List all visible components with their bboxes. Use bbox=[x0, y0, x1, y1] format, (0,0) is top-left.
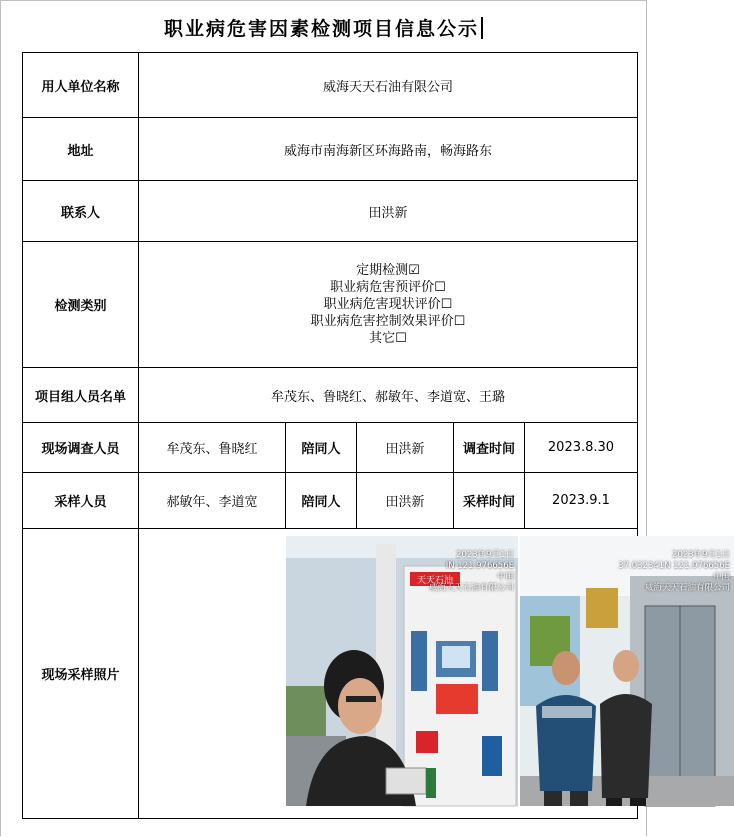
info-table bbox=[22, 52, 730, 819]
sampling-time-label: 采样时间 bbox=[454, 473, 525, 529]
photos-label: 现场采样照片 bbox=[23, 529, 139, 819]
detection-type-label: 检测类别 bbox=[23, 242, 139, 368]
photos-cell bbox=[139, 529, 730, 819]
detection-type-options bbox=[139, 242, 638, 368]
sampling-time: 2023.9.1 bbox=[525, 473, 638, 529]
sampling-escort-label: 陪同人 bbox=[286, 473, 357, 529]
row-contact bbox=[23, 181, 638, 242]
survey-time-label: 调查时间 bbox=[454, 423, 525, 473]
survey-escort: 田洪新 bbox=[357, 423, 454, 473]
employer-value: 威海天天石油有限公司 bbox=[139, 53, 638, 118]
team-value: 牟茂东、鲁晓红、郝敏年、李道宽、王璐 bbox=[139, 368, 638, 423]
sampling-label: 采样人员 bbox=[23, 473, 139, 529]
photo1-stamp-company: 威海天天石油有限公司 bbox=[428, 583, 514, 593]
contact-value: 田洪新 bbox=[139, 181, 638, 242]
option-other: 其它☐ bbox=[369, 331, 407, 346]
option-pre-evaluation: 职业病危害预评价☐ bbox=[330, 280, 446, 295]
survey-time: 2023.8.30 bbox=[525, 423, 638, 473]
photo2-stamp-date: 2023年9月1日 bbox=[672, 550, 730, 560]
photo2-stamp-country: 中国 bbox=[712, 572, 730, 582]
photo1-stamp-country: 中国 bbox=[496, 572, 514, 582]
row-team bbox=[23, 368, 638, 423]
row-employer bbox=[23, 53, 638, 118]
pump-brand-text: 天天石油 bbox=[416, 576, 454, 586]
page-border-left bbox=[0, 0, 1, 836]
document-title[interactable] bbox=[0, 14, 647, 41]
option-status-evaluation: 职业病危害现状评价☐ bbox=[323, 297, 453, 312]
row-survey bbox=[23, 423, 638, 473]
sampling-value: 郝敏年、李道宽 bbox=[139, 473, 286, 529]
option-periodic: 定期检测☑ bbox=[356, 263, 420, 278]
row-address bbox=[23, 118, 638, 181]
address-value: 威海市南海新区环海路南，畅海路东 bbox=[139, 118, 638, 181]
document-title-text: 职业病危害因素检测项目信息公示 bbox=[163, 18, 479, 40]
photo2-stamp-coords: 37.032341N 121.976656E bbox=[618, 561, 730, 571]
text-cursor bbox=[481, 17, 483, 39]
sampling-escort: 田洪新 bbox=[357, 473, 454, 529]
photo1-stamp bbox=[429, 550, 514, 594]
photo1-stamp-date: 2023年9月1日 bbox=[456, 550, 514, 560]
address-label: 地址 bbox=[23, 118, 139, 181]
survey-label: 现场调查人员 bbox=[23, 423, 139, 473]
photo1-stamp-coords: IN 121.976656E bbox=[445, 561, 514, 571]
option-control-evaluation: 职业病危害控制效果评价☐ bbox=[310, 314, 466, 329]
employer-label: 用人单位名称 bbox=[23, 53, 139, 118]
row-photos bbox=[23, 529, 638, 819]
page-border-top bbox=[0, 0, 646, 1]
photo2-stamp bbox=[618, 550, 730, 594]
sampling-photo-entrance bbox=[520, 536, 734, 806]
row-detection-type bbox=[23, 242, 638, 368]
team-label: 项目组人员名单 bbox=[23, 368, 139, 423]
contact-label: 联系人 bbox=[23, 181, 139, 242]
survey-escort-label: 陪同人 bbox=[286, 423, 357, 473]
survey-value: 牟茂东、鲁晓红 bbox=[139, 423, 286, 473]
sampling-photo-gas-station bbox=[286, 536, 518, 806]
row-sampling bbox=[23, 473, 638, 529]
photo2-stamp-company: 威海天天石油有限公司 bbox=[644, 583, 730, 593]
